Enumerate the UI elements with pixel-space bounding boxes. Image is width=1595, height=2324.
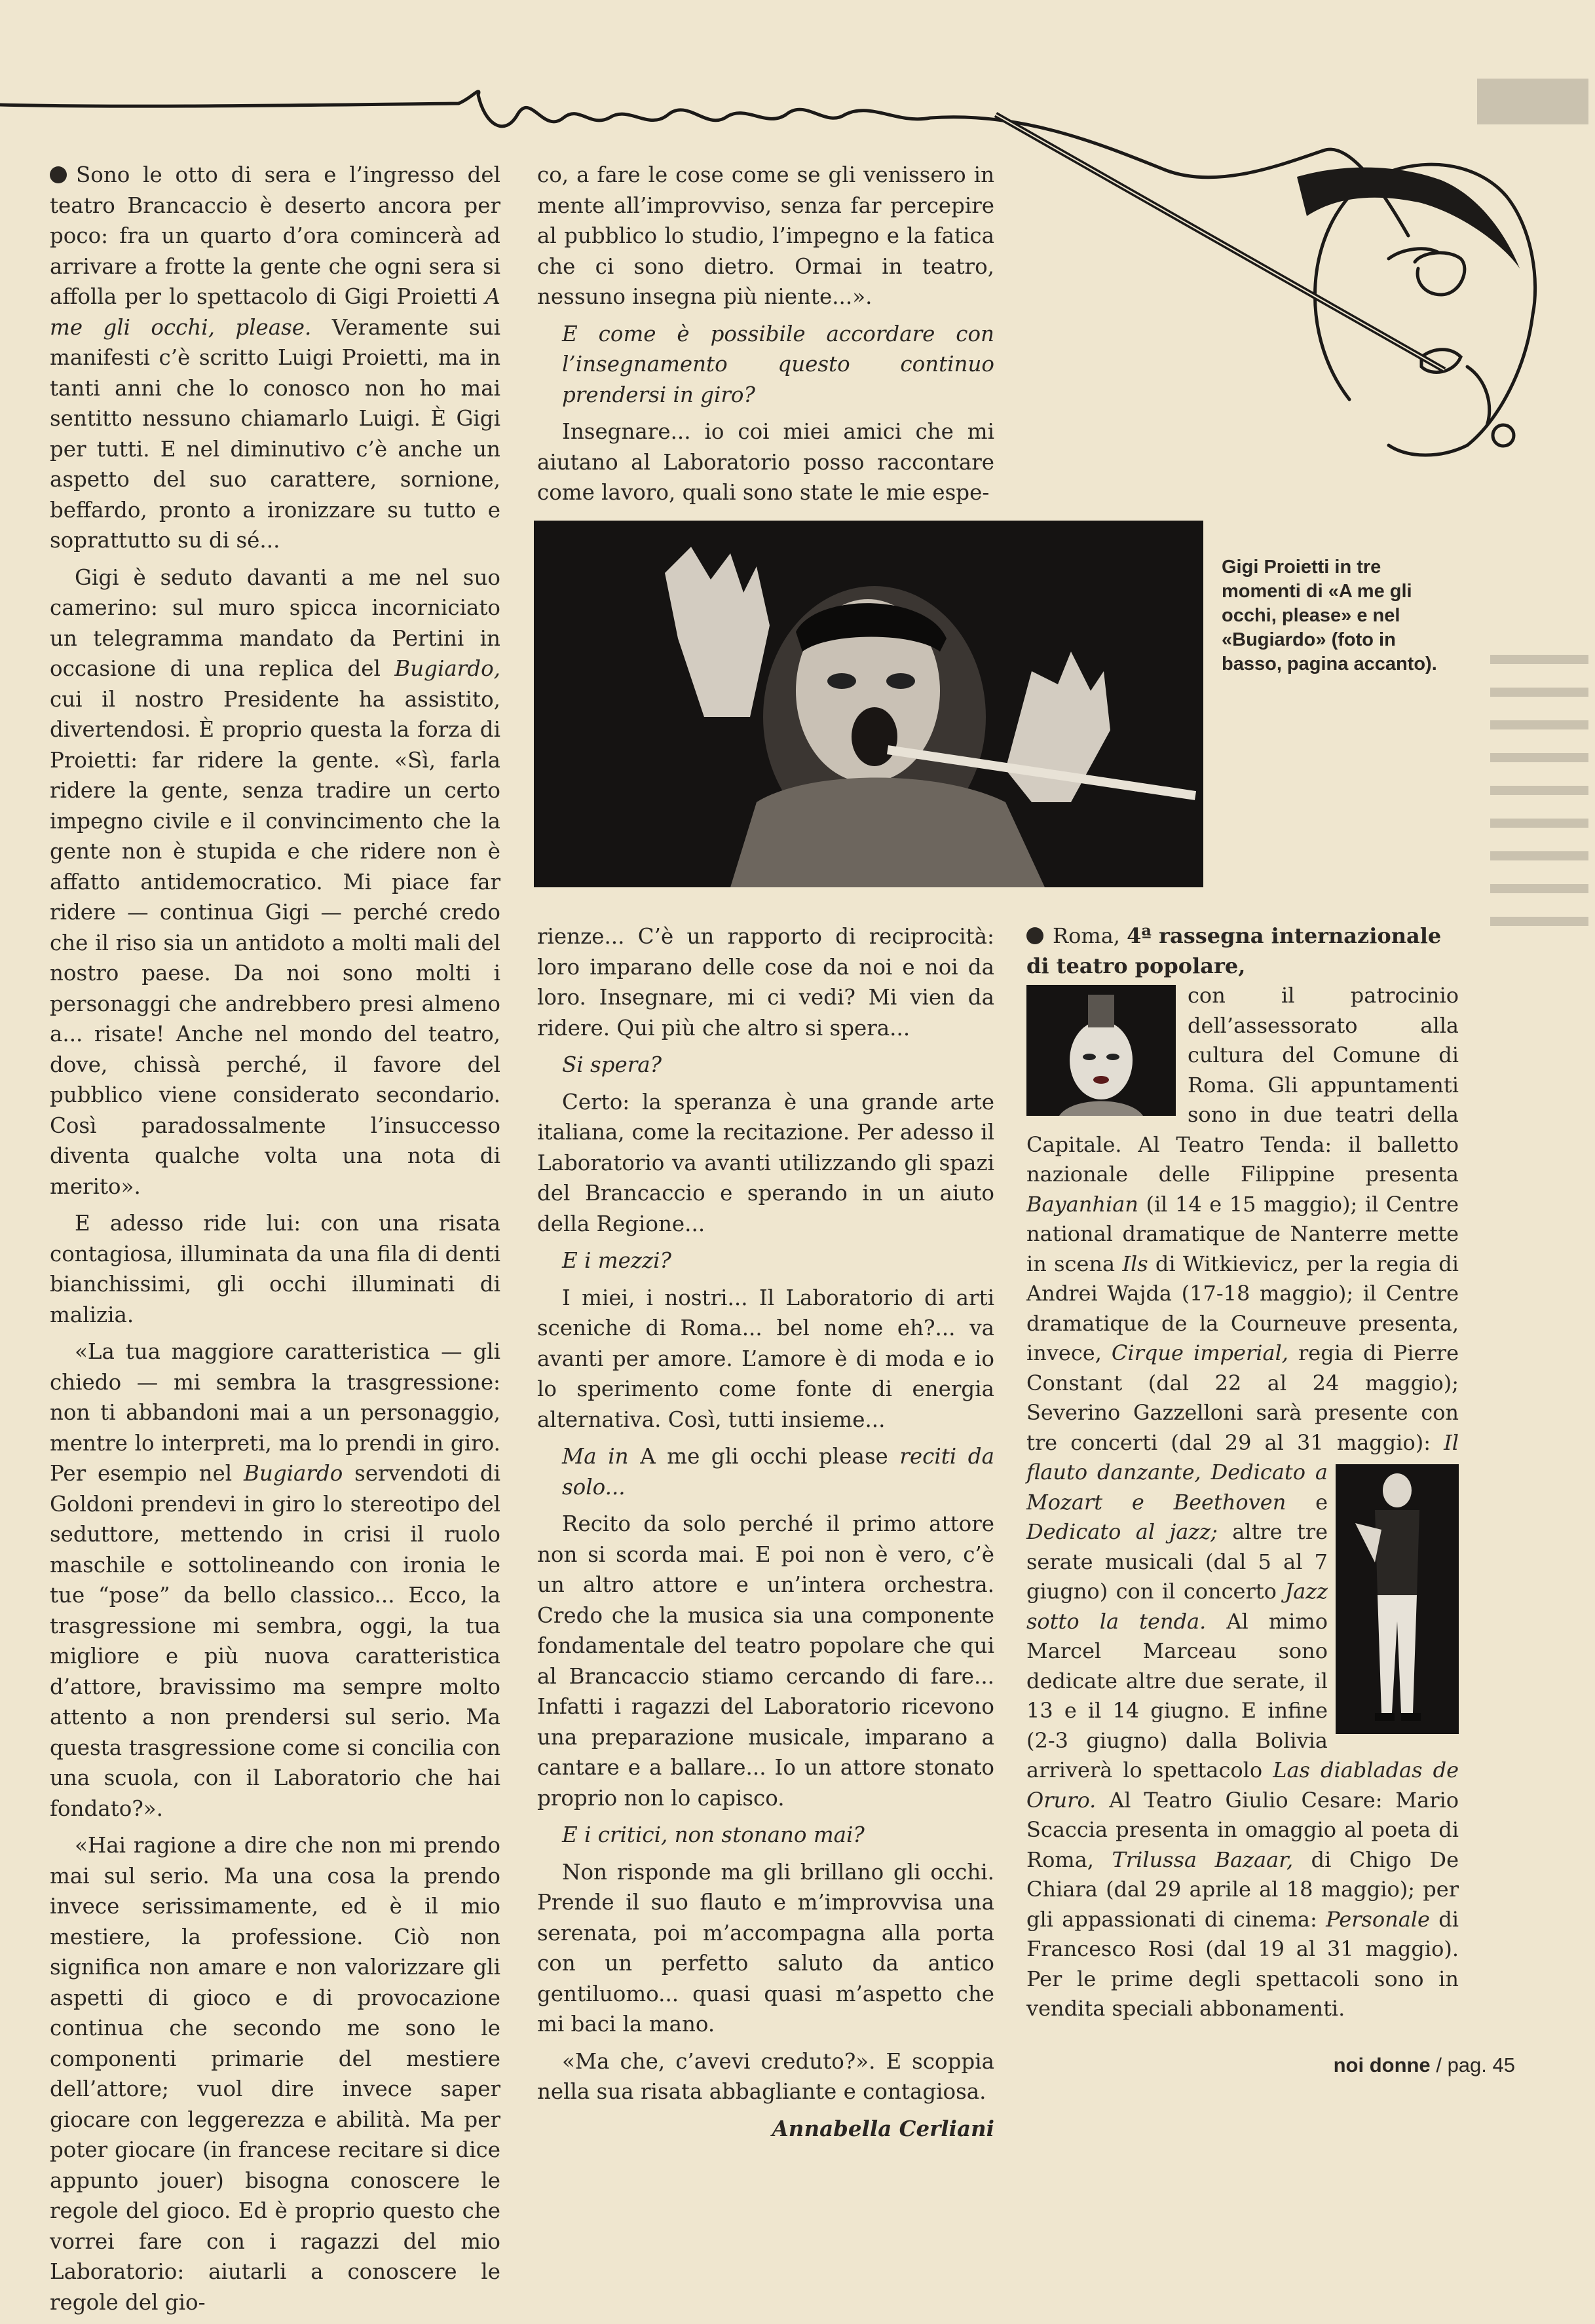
paragraph (50, 563, 500, 1202)
author-signature: Annabella Cerliani (772, 2115, 994, 2141)
paragraph: co, a fare le cose come se gli venissero in mente all’improvviso, senza far percepire al pubblico lo studio, l’impegno e la fatica che ci sono dietro. Ormai in teatro, nessuno insegna più niente...». (537, 162, 994, 309)
text-run: Veramente sui manifesti c’è scritto Luigi Proietti, ma in tanti anni che lo conosco non ho mai sentitto nessuno chiamarlo Luigi. È Gigi per tutti. E nel diminutivo c’è anche un aspetto del suo carattere, sornione, beffardo, pronto a ironizzare su tutto e soprattutto su di sé... (50, 314, 500, 553)
sidebar-column-3 (1026, 921, 1459, 2024)
paragraph: Non risponde ma gli brillano gli occhi. Prende il suo flauto e m’improvvisa una serenata, poi m’accompagna alla porta con un perfetto saluto da antico gentiluomo... quasi quasi m’aspetto che mi baci la mano. (537, 1859, 994, 2037)
photo-caption: Gigi Proietti in tre momenti di «A me gli occhi, please» e nel «Bugiardo» (foto in basso, pagina accanto). (1222, 557, 1437, 674)
text-run: e (1286, 1489, 1328, 1515)
show-title: Cirque imperial, (1111, 1340, 1288, 1365)
sidebar-lead (1026, 921, 1459, 981)
bullet-icon (50, 166, 67, 183)
text-run: di Witkievicz, per la regia di Andrei Wajda (17-18 maggio); il Centre dramatique de la Courneuve presenta, invece, (1026, 1251, 1459, 1365)
paragraph: Recito da solo perché il primo attore non si scorda mai. E poi non è vero, c’è un altro attore e un’intera orchestra. Credo che la musica sia una componente fondamentale del teatro popolare che qui al Brancaccio stiamo cercando di fare... Infatti i ragazzi del Laboratorio ricevono una preparazione musicale, imparano a cantare e a ballare... Io un attore stonato proprio non lo capisco. (537, 1511, 994, 1811)
question: E i mezzi? (562, 1248, 671, 1273)
show-title: Jazz sotto la tenda. (1026, 1579, 1328, 1634)
paragraph: «Hai ragione a dire che non mi prendo mai sul serio. Ma una cosa la prendo invece serissimamente, ed è il mio mestiere, la professione. Ciò non significa non amare e non valorizzare gli aspetti di gioco e di provocazione continua che secondo me sono le componenti primarie del mestiere dell’attore; vuol dire invece saper giocare con leggerezza e abilità. Ma per poter giocare (in francese recitare si dice appunto jouer) bisogna conoscere le regole del gioco. Ed è proprio questo che vorrei fare con i ragazzi del mio Laboratorio: aiutarli a conoscere le regole del gio- (50, 1833, 500, 2315)
main-photo (534, 521, 1203, 887)
bullet-icon (1026, 927, 1043, 944)
question: Si spera? (562, 1052, 662, 1077)
sidebar-body (1026, 981, 1459, 2024)
paragraph (50, 1337, 500, 1824)
question: E come è possibile accordare con l’insegnamento questo continuo prendersi in giro? (562, 321, 994, 407)
show-title: Il flauto danzante, Dedicato a Mozart e Beethoven (1026, 1429, 1459, 1515)
text-run: regia di Pierre Constant (dal 22 al 24 maggio); Severino Gazzelloni sarà presente con tre concerti (dal 29 al 31 maggio): (1026, 1340, 1459, 1455)
text-run: «La tua maggiore caratteristica — gli chiedo — mi sembra la trasgressione: non ti abbandoni mai a un personaggio, mentre lo interpreti, ma lo prendi in giro. Per esempio nel (50, 1339, 500, 1486)
show-title: Bugiardo (244, 1461, 343, 1486)
paragraph: E adesso ride lui: con una risata contagiosa, illuminata da una fila di denti bianchissimi, gli occhi illuminati di malizia. (50, 1211, 500, 1327)
text-run: Al mimo Marcel Marceau sono dedicate altre due serate, il 13 e il 14 giugno. E infine (2-3 giugno) dalla Bolivia arriverà lo spettacolo (1026, 1608, 1328, 1782)
show-title: Personale (1326, 1906, 1430, 1932)
mime-photo-standing (1336, 1464, 1459, 1734)
question: E i critici, non stonano mai? (562, 1822, 865, 1847)
text-run: Roma, (1053, 923, 1127, 948)
magazine-name: noi donne (1333, 2054, 1431, 2076)
footer-separator: / (1436, 2054, 1442, 2076)
text-run: di Chigo De Chiara (dal 29 aprile al 18 maggio); per gli appassionati di cinema: (1026, 1847, 1459, 1932)
show-title: Trilussa Bazaar, (1112, 1847, 1294, 1872)
text-run: cui il nostro Presidente ha assistito, divertendosi. È proprio questa la forza di Proietti: far ridere la gente. «Sì, farla ridere la gente, senza tradire un certo impegno civile e il convincimento che la gente non è stupida e che ridere non è affatto antidemocratico. Mi piace far ridere — continua Gigi — perché credo che il riso sia un antidoto a molti mali del nostro paese. Da noi sono molti i personaggi che andrebbero presi almeno a... risate! Anche nel mondo del teatro, dove, chissà perché, il favore del pubblico viene considerato secondario. Così paradossalmente l’insuccesso diventa qualche volta una nota di merito». (50, 686, 500, 1199)
show-title: Ils (1122, 1251, 1148, 1276)
article-column-2-top (537, 160, 994, 515)
text-run: altre tre serate musicali (dal 5 al 7 giugno) con il concerto (1026, 1519, 1328, 1604)
show-title: Dedicato al jazz; (1026, 1519, 1218, 1544)
paragraph: «Ma che, c’avevi creduto?». E scoppia nella sua risata abbagliante e contagiosa. (537, 2048, 994, 2104)
paragraph: Certo: la speranza è una grande arte italiana, come la recitazione. Per adesso il Laboratorio va avanti utilizzando gli spazi del Brancaccio e sperando in un aiuto della Regione... (537, 1089, 994, 1236)
text-run: Al Teatro Giulio Cesare: Mario Scaccia presenta in omaggio al poeta di Roma, (1026, 1787, 1459, 1872)
article-column-1 (50, 160, 500, 2324)
text-run: Gigi è seduto davanti a me nel suo camerino: sul muro spicca incorniciato un telegramma mandato da Pertini in occasione di una replica del (50, 564, 500, 681)
text-run: di Francesco Rosi (dal 19 al 31 maggio). Per le prime degli spettacoli sono in vendita speciali abbonamenti. (1026, 1906, 1459, 2021)
text-run: (il 14 e 15 maggio); il Centre national dramatique de Nanterre mette in scena (1026, 1191, 1459, 1276)
show-title: A me gli occhi please (640, 1444, 888, 1469)
text-run: servendoti di Goldoni prendevi in giro lo stereotipo del seduttore, mettendo in crisi il ruolo maschile e sottolineando con ironia le tue “pose” da bello classico... Ecco, la trasgressione mi sembra, oggi, la tua migliore e più nuova caratteristica d’attore, bravissimo ma sempre molto attento a non prendersi sul serio. Ma questa trasgressione come si concilia con una scuola, con il Laboratorio che hai fondato?». (50, 1461, 500, 1821)
page-number: pag. 45 (1447, 2054, 1515, 2076)
paragraph: I miei, i nostri... Il Laboratorio di arti sceniche di Roma... bel nome eh?... va avanti per amore. L’amore è di moda e io lo sperimento come fonte di energia alternativa. Così, tutti insieme... (537, 1285, 994, 1432)
show-title: Bugiardo, (394, 656, 500, 681)
question (537, 1441, 994, 1502)
show-title: Bayanhian (1026, 1191, 1138, 1217)
bold-run: 4ª rassegna internazionale di teatro popolare, (1026, 923, 1442, 978)
text-run: con il patrocinio dell’assessorato alla cultura del Comune di Roma. Gli appuntamenti sono in due teatri della Capitale. Al Teatro Tenda: il balletto nazionale delle Filippine presenta (1026, 983, 1459, 1187)
show-title: Las diabladas de Oruro. (1026, 1758, 1459, 1813)
show-through-decoration (1471, 79, 1595, 1257)
paragraph-intro (50, 160, 500, 556)
text-run: Ma in (562, 1444, 641, 1469)
article-column-2-bottom (537, 921, 994, 2150)
paragraph: Insegnare... io coi miei amici che mi aiutano al Laboratorio posso raccontare come lavoro, quali sono state le mie espe- (537, 419, 994, 505)
show-title: A me gli occhi, please. (50, 284, 500, 340)
text-run: Sono le otto di sera e l’ingresso del teatro Brancaccio è deserto ancora per poco: fra un quarto d’ora comincerà ad arrivare a frotte la gente che ogni sera si affolla per lo spettacolo di Gigi Proietti (50, 162, 500, 309)
page-footer (1334, 2054, 1515, 2077)
mime-photo-small (1026, 985, 1176, 1116)
text-run: reciti da solo... (562, 1444, 994, 1500)
paragraph: rienze... C’è un rapporto di reciprocità: loro imparano delle cose da noi e noi da loro. Insegnare, mi ci vedi? Mi vien da ridere. Qui più che altro si spera... (537, 924, 994, 1041)
